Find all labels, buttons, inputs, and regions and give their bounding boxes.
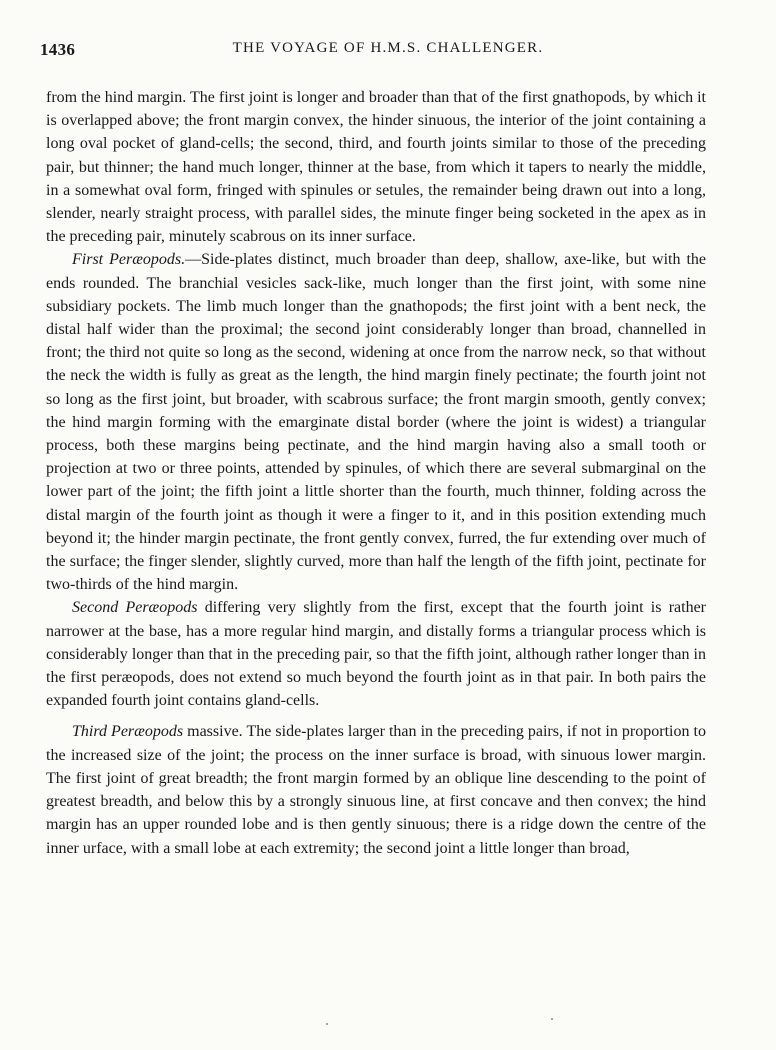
speck-mark	[326, 1023, 328, 1025]
paragraph-text: differing very slightly from the first, except that the fourth joint is rather narrower at the base, has a more regular hind margin, and distally forms a triangular process which is considerably longer than that in the preceding pair, so that the fifth joint, although rather longer than in the first peræopods, does not extend so much beyond the fourth joint as in that pair. In both pairs the expanded fourth joint contains gland-cells.	[46, 599, 707, 710]
section-heading: Second Peræopods	[72, 599, 198, 617]
section-heading: Third Peræopods	[72, 723, 184, 741]
paragraph-text: from the hind margin. The first joint is longer and broader than that of the first gnathopods, by which it is overlapped above; the front margin convex, the hinder sinuous, the interior of the joint containing a long oval pocket of gland-cells; the second, third, and fourth joints similar to those of the preceding pair, but thinner; the hand much longer, thinner at the base, from which it tapers to nearly the middle, in a somewhat oval form, fringed with spinules or setules, the remainder being drawn out into a long, slender, nearly straight process, with parallel sides, the minute finger being socketed in the apex as in the preceding pair, minutely scabrous on its inner surface.	[46, 89, 706, 246]
page-number: 1436	[40, 40, 76, 59]
speck-mark	[551, 1018, 553, 1020]
paragraph-text: —Side-plates distinct, much broader than deep, shallow, axe-like, but with the ends rounded. The branchial vesicles sack-like, much longer than the first joint, with some nine subsidiary pockets. The limb much longer than the gnathopods; the first joint with a bent neck, the distal half wider than the proximal; the second joint considerably longer than broad, channelled in front; the third not quite so long as the second, widening at once from the narrow neck, so that without the neck the width is fully as great as the length, the hind margin finely pectinate; the fourth joint not so long as the first joint, but broader, with scabrous surface; the front margin smooth, gently convex; the hind margin forming with the emarginate distal border (where the joint is widest) a triangular process, both these margins being pectinate, and the hind margin having also a small tooth or projection at two or three points, attended by spinules, of which there are several submarginal on the lower part of the joint; the fifth joint a little shorter than the fourth, much thinner, folding across the distal margin of the fourth joint as though it were a finger to it, and in this position extending much beyond it; the hinder margin pectinate, the front gently convex, furred, the fur extending over much of the surface; the finger slender, slightly curved, more than half the length of the fifth joint, pectinate for two-thirds of the hind margin.	[46, 251, 706, 594]
running-title: THE VOYAGE OF H.M.S. CHALLENGER.	[232, 40, 544, 56]
paragraph-text: massive. The side-plates larger than in the preceding pairs, if not in proportion to the increased size of the joint; the process on the inner surface is broad, with sinuous lower margin. The first joint of great breadth; the front margin formed by an oblique line descending to the point of greatest breadth, and below this by a strongly sinuous line, at first concave and then convex; the hind margin has an upper rounded lobe and is then gently sinuous; there is a ridge down the centre of the inner urface, with a small lobe at each extremity; the second joint a little longer than broad,	[46, 723, 706, 857]
section-heading: First Peræopods.	[72, 251, 186, 269]
